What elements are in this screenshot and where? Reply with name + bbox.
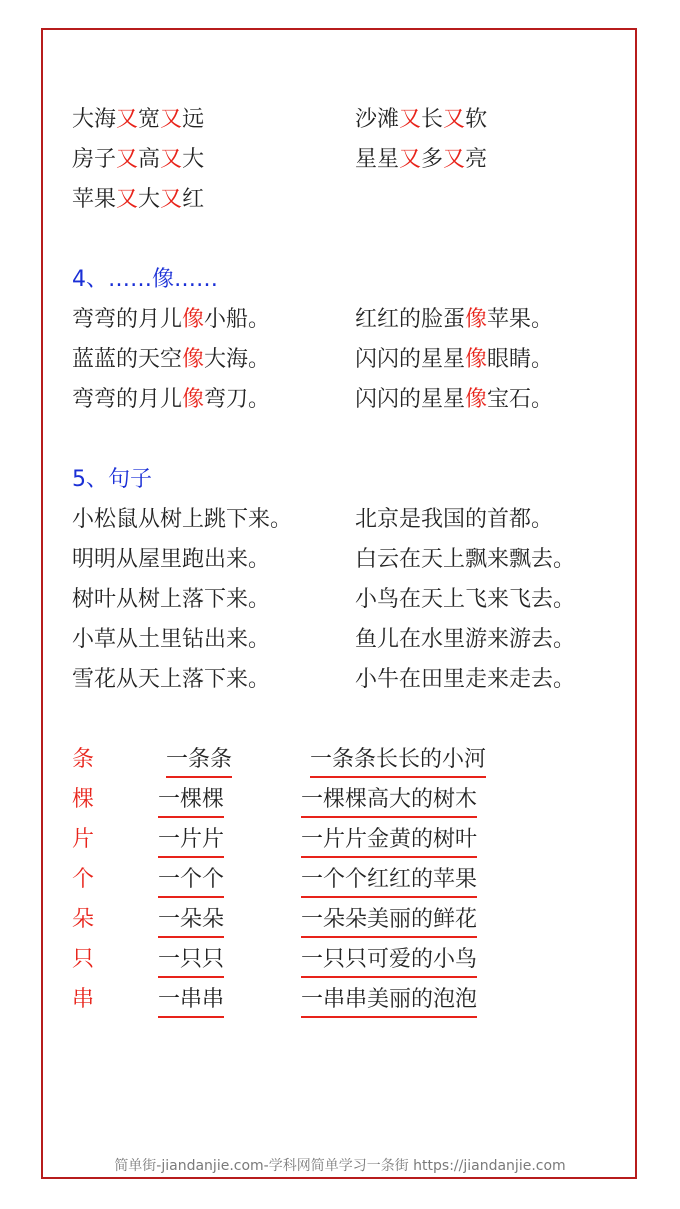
sentence: 明明从屋里跑出来。: [72, 547, 271, 572]
sentence-row: 房子又高又大: [72, 147, 205, 172]
measure-word: 朵: [72, 907, 95, 932]
sentence-row: 沙滩又长又软: [355, 107, 488, 132]
sentence-row: 弯弯的月儿像弯刀。: [72, 387, 271, 412]
footer-watermark: 简单街-jiandanjie.com-学科网简单学习一条街 https://jiandanjie.com: [114, 1158, 566, 1174]
measure-phrase: 一串串美丽的泡泡: [301, 985, 477, 1018]
sentence-row: 苹果又大又红: [72, 187, 205, 212]
sentence: 树叶从树上落下来。: [72, 587, 271, 612]
measure-repeat: 一个个: [158, 865, 224, 898]
sentence-row: 星星又多又亮: [355, 147, 488, 172]
measure-repeat: 一条条: [166, 745, 232, 778]
measure-repeat: 一串串: [158, 985, 224, 1018]
sentence: 白云在天上飘来飘去。: [355, 547, 576, 572]
measure-word: 只: [72, 947, 95, 972]
measure-phrase: 一片片金黄的树叶: [301, 825, 477, 858]
section-heading: 5、句子: [72, 467, 152, 492]
measure-repeat: 一棵棵: [158, 785, 224, 818]
sentence-row: 弯弯的月儿像小船。: [72, 307, 271, 332]
measure-repeat: 一朵朵: [158, 905, 224, 938]
sentence: 小松鼠从树上跳下来。: [72, 507, 293, 532]
sentence: 小鸟在天上飞来飞去。: [355, 587, 576, 612]
measure-phrase: 一条条长长的小河: [310, 745, 486, 778]
sentence-row: 闪闪的星星像眼睛。: [355, 347, 554, 372]
measure-repeat: 一只只: [158, 945, 224, 978]
sentence: 小牛在田里走来走去。: [355, 667, 576, 692]
measure-word: 个: [72, 867, 95, 892]
measure-phrase: 一只只可爱的小鸟: [301, 945, 477, 978]
sentence-row: 闪闪的星星像宝石。: [355, 387, 554, 412]
measure-word: 串: [72, 987, 95, 1012]
section-heading: 4、……像……: [72, 267, 218, 292]
measure-phrase: 一棵棵高大的树木: [301, 785, 477, 818]
sentence-row: 蓝蓝的天空像大海。: [72, 347, 271, 372]
sentence: 小草从土里钻出来。: [72, 627, 271, 652]
sentence: 鱼儿在水里游来游去。: [355, 627, 576, 652]
measure-word: 片: [72, 827, 95, 852]
measure-repeat: 一片片: [158, 825, 224, 858]
sentence: 北京是我国的首都。: [355, 507, 554, 532]
measure-word: 棵: [72, 787, 95, 812]
sentence-row: 大海又宽又远: [72, 107, 205, 132]
measure-phrase: 一朵朵美丽的鲜花: [301, 905, 477, 938]
sentence: 雪花从天上落下来。: [72, 667, 271, 692]
measure-word: 条: [72, 747, 95, 772]
sentence-row: 红红的脸蛋像苹果。: [355, 307, 554, 332]
measure-phrase: 一个个红红的苹果: [301, 865, 477, 898]
